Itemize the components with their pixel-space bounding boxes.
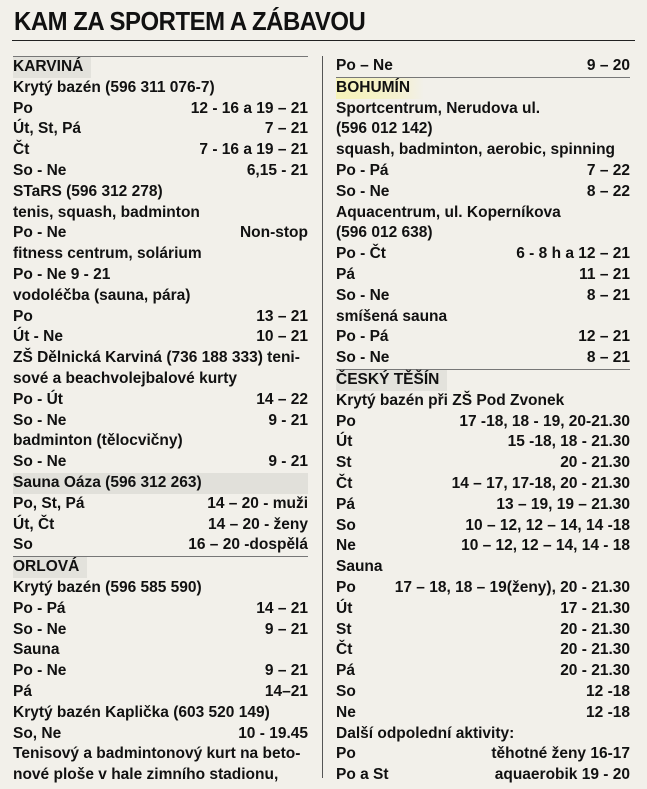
listing-row [13, 473, 308, 494]
listing-label: Sauna [13, 641, 60, 659]
column-divider [322, 56, 323, 778]
section-heading [336, 78, 630, 99]
listing-label: Aquacentrum, ul. Koperníkova [336, 203, 561, 221]
listing-row [13, 203, 308, 224]
listing-row [13, 682, 308, 703]
listing-row [13, 369, 308, 390]
listing-row [13, 119, 308, 140]
listing-row [13, 578, 308, 599]
section-heading-label: KARVINÁ [13, 57, 91, 78]
listing-label: Po - Čt [336, 245, 386, 263]
listing-label: So [336, 516, 356, 534]
listing-row [336, 244, 630, 265]
listing-label: ZŠ Dělnická Karviná (736 188 333) teni- [13, 349, 300, 367]
listing-row [13, 703, 308, 724]
listing-label: St [336, 620, 352, 638]
listing-row [336, 56, 630, 77]
listing-hours: 16 – 20 -dospělá [188, 536, 308, 554]
listing-hours: 9 – 21 [264, 620, 308, 638]
listing-label: (596 012 142) [336, 120, 433, 138]
listing-hours: 7 - 16 a 19 – 21 [199, 141, 308, 159]
listing-row [13, 348, 308, 369]
listing-hours: 20 - 21.30 [560, 620, 630, 638]
listing-label: Čt [336, 641, 353, 659]
listing-row [13, 535, 308, 556]
listing-row [336, 703, 630, 724]
listing-label: Po – Ne [336, 57, 393, 74]
listing-hours: 11 – 21 [579, 265, 630, 283]
listing-hours: 6,15 - 21 [246, 161, 308, 179]
listing-label: Út, St, Pá [13, 120, 82, 138]
listing-row [336, 348, 630, 369]
listing-label: badminton (tělocvičny) [13, 432, 183, 450]
listing-hours: Non-stop [239, 224, 308, 242]
section-heading-label: ČESKÝ TĚŠÍN [336, 370, 447, 391]
listing-hours: 17 - 21.30 [560, 599, 630, 617]
listing-hours: 10 – 12, 12 – 14, 14 -18 [465, 516, 630, 534]
listing-hours: 8 – 21 [586, 286, 630, 304]
listing-label: Krytý bazén Kaplička (603 520 149) [13, 703, 270, 721]
listing-row [13, 411, 308, 432]
listing-label: Po [336, 412, 356, 430]
listing-hours: 9 – 21 [264, 662, 308, 680]
listing-row [336, 765, 630, 786]
listing-hours: 8 – 21 [586, 349, 630, 367]
listing-label: Po [336, 745, 356, 763]
listing-row [13, 286, 308, 307]
listing-row [336, 599, 630, 620]
listing-hours: těhotné ženy 16-17 [491, 745, 630, 763]
listing-hours: 14 – 17, 17-18, 20 - 21.30 [451, 474, 630, 492]
listing-label: Po - Ne [13, 662, 67, 680]
listing-row [13, 599, 308, 620]
listing-label: Po - Pá [336, 161, 389, 179]
listing-label: So - Ne [336, 286, 390, 304]
listing-label: Pá [336, 265, 355, 283]
listing-label: Čt [13, 141, 30, 159]
listing-hours: 10 – 12, 12 – 14, 14 - 18 [461, 537, 630, 555]
listing-row [13, 724, 308, 745]
listing-label: So - Ne [13, 161, 67, 179]
listing-label: Sauna [336, 558, 383, 576]
listing-row [13, 390, 308, 411]
listing-label: So [336, 682, 356, 700]
listing-hours: 14 – 22 [256, 390, 308, 408]
listing-row [13, 140, 308, 161]
listing-label: Ne [336, 703, 356, 721]
listing-row [13, 99, 308, 120]
listing-label: Po [336, 578, 356, 596]
listing-label: Út [336, 433, 353, 451]
listing-label: Po, St, Pá [13, 494, 85, 512]
listing-row [336, 724, 630, 745]
listing-label: Ne [336, 537, 356, 555]
listing-row [336, 516, 630, 537]
listing-hours: 13 – 21 [256, 307, 308, 325]
listing-hours: 20 - 21.30 [560, 662, 630, 680]
listing-hours: 12 - 16 a 19 – 21 [190, 99, 308, 117]
listing-hours: 8 – 22 [586, 182, 630, 200]
listing-row [336, 327, 630, 348]
listing-label: Út - Ne [13, 328, 63, 346]
listing-row [336, 495, 630, 516]
listing-row [336, 578, 630, 599]
listing-row [336, 182, 630, 203]
listing-row [336, 307, 630, 328]
listing-row [336, 140, 630, 161]
section-heading [13, 557, 308, 578]
listing-row [13, 327, 308, 348]
listing-label: smíšená sauna [336, 307, 448, 325]
listing-row [336, 474, 630, 495]
listing-row [336, 161, 630, 182]
listing-row [336, 557, 630, 578]
listing-row [13, 223, 308, 244]
listing-row [13, 494, 308, 515]
listing-label: Sportcentrum, Nerudova ul. [336, 99, 541, 117]
listing-row [336, 119, 630, 140]
listing-label: nové ploše v hale zimního stadionu, [13, 766, 279, 784]
listing-label: Sauna Oáza (596 312 263) [13, 473, 308, 494]
listing-label: So - Ne [336, 182, 390, 200]
listing-label: (596 012 638) [336, 224, 433, 242]
listing-label: Po - Ne [13, 224, 67, 242]
listing-row [336, 265, 630, 286]
listing-hours: 20 - 21.30 [560, 454, 630, 472]
listing-row [13, 744, 308, 765]
listing-label: So [13, 536, 33, 554]
listing-row [336, 744, 630, 765]
listing-hours: 7 – 21 [264, 120, 308, 138]
listing-hours: 10 – 21 [256, 328, 308, 346]
listing-label: Krytý bazén (596 311 076-7) [13, 78, 215, 96]
listing-row [336, 203, 630, 224]
listing-label: Tenisový a badmintonový kurt na beto- [13, 745, 301, 763]
listing-row [13, 265, 308, 286]
listing-hours: 7 – 22 [586, 161, 630, 179]
page-title: KAM ZA SPORTEM A ZÁBAVOU [14, 6, 366, 36]
listing-label: Pá [336, 495, 355, 513]
listing-row [13, 661, 308, 682]
listing-label: vodoléčba (sauna, pára) [13, 286, 191, 304]
listing-label: Pá [336, 662, 355, 680]
section-heading [336, 370, 630, 391]
listing-row [336, 640, 630, 661]
listing-label: So - Ne [13, 411, 67, 429]
listing-row [336, 620, 630, 641]
listing-label: sové a beachvolejbalové kurty [13, 369, 237, 387]
listing-hours: 13 – 19, 19 – 21.30 [496, 495, 630, 513]
listing-row [336, 286, 630, 307]
listing-label: squash, badminton, aerobic, spinning [336, 141, 616, 159]
listing-row [13, 307, 308, 328]
listing-row [13, 620, 308, 641]
listing-hours: 14 – 20 - ženy [208, 515, 308, 533]
listing-hours: 12 – 21 [578, 328, 630, 346]
listing-label: Čt [336, 474, 353, 492]
title-rule [12, 40, 635, 41]
listing-label: So - Ne [13, 453, 67, 471]
listing-label: Po - Pá [336, 328, 389, 346]
listing-label: Po [13, 99, 33, 117]
listing-row [13, 161, 308, 182]
listing-label: Po - Ne 9 - 21 [13, 265, 111, 283]
listing-hours: 14 – 20 - muži [207, 494, 308, 512]
listing-label: So, Ne [13, 724, 62, 742]
listing-label: Po [13, 307, 33, 325]
section-heading-label: ORLOVÁ [13, 557, 87, 578]
listing-hours: 20 - 21.30 [560, 641, 630, 659]
listing-row [13, 182, 308, 203]
listing-row [336, 453, 630, 474]
listing-hours: 15 -18, 18 - 21.30 [507, 433, 630, 451]
listing-label: Pá [13, 682, 32, 700]
listing-label: tenis, squash, badminton [13, 203, 200, 221]
listing-hours: 10 - 19.45 [238, 724, 308, 742]
listing-row [13, 640, 308, 661]
listing-row [336, 536, 630, 557]
listing-hours: 9 – 20 [586, 57, 630, 74]
listing-label: So - Ne [336, 349, 390, 367]
listing-label: Po - Pá [13, 599, 66, 617]
listing-row [13, 244, 308, 265]
listing-label: Po a St [336, 766, 389, 784]
listing-hours: 9 - 21 [268, 411, 308, 429]
listing-row [336, 223, 630, 244]
listing-row [336, 99, 630, 120]
section-heading-label: BOHUMÍN [336, 78, 424, 99]
listing-row [13, 765, 308, 786]
listing-hours: 17 -18, 18 - 19, 20-21.30 [459, 412, 630, 430]
listing-label: Krytý bazén při ZŠ Pod Zvonek [336, 391, 565, 409]
listing-hours: aquaerobik 19 - 20 [494, 766, 630, 784]
listing-label: Po - Út [13, 390, 63, 408]
listing-hours: 12 -18 [586, 682, 630, 700]
listing-row [13, 515, 308, 536]
listing-label: fitness centrum, solárium [13, 245, 202, 263]
listing-row [13, 78, 308, 99]
right-column [336, 56, 630, 786]
listing-label: Krytý bazén (596 585 590) [13, 578, 202, 596]
listing-label: So - Ne [13, 620, 67, 638]
listing-row [13, 431, 308, 452]
listing-row [336, 432, 630, 453]
listing-label: STaRS (596 312 278) [13, 182, 163, 200]
listing-row [336, 682, 630, 703]
left-column [13, 56, 308, 786]
listing-label: Út [336, 599, 353, 617]
listing-hours: 14–21 [264, 682, 308, 700]
listing-hours: 17 – 18, 18 – 19(ženy), 20 - 21.30 [394, 578, 630, 596]
listing-row [336, 661, 630, 682]
listing-label: Út, Čt [13, 515, 55, 533]
listing-hours: 6 - 8 h a 12 – 21 [516, 245, 630, 263]
section-heading [13, 57, 308, 78]
listing-hours: 9 - 21 [268, 453, 308, 471]
listing-row [336, 412, 630, 433]
listing-row [13, 452, 308, 473]
listing-label: St [336, 454, 352, 472]
listing-hours: 14 – 21 [256, 599, 308, 617]
listing-row [336, 391, 630, 412]
listing-label: Další odpolední aktivity: [336, 724, 515, 742]
listing-hours: 12 -18 [586, 703, 630, 721]
